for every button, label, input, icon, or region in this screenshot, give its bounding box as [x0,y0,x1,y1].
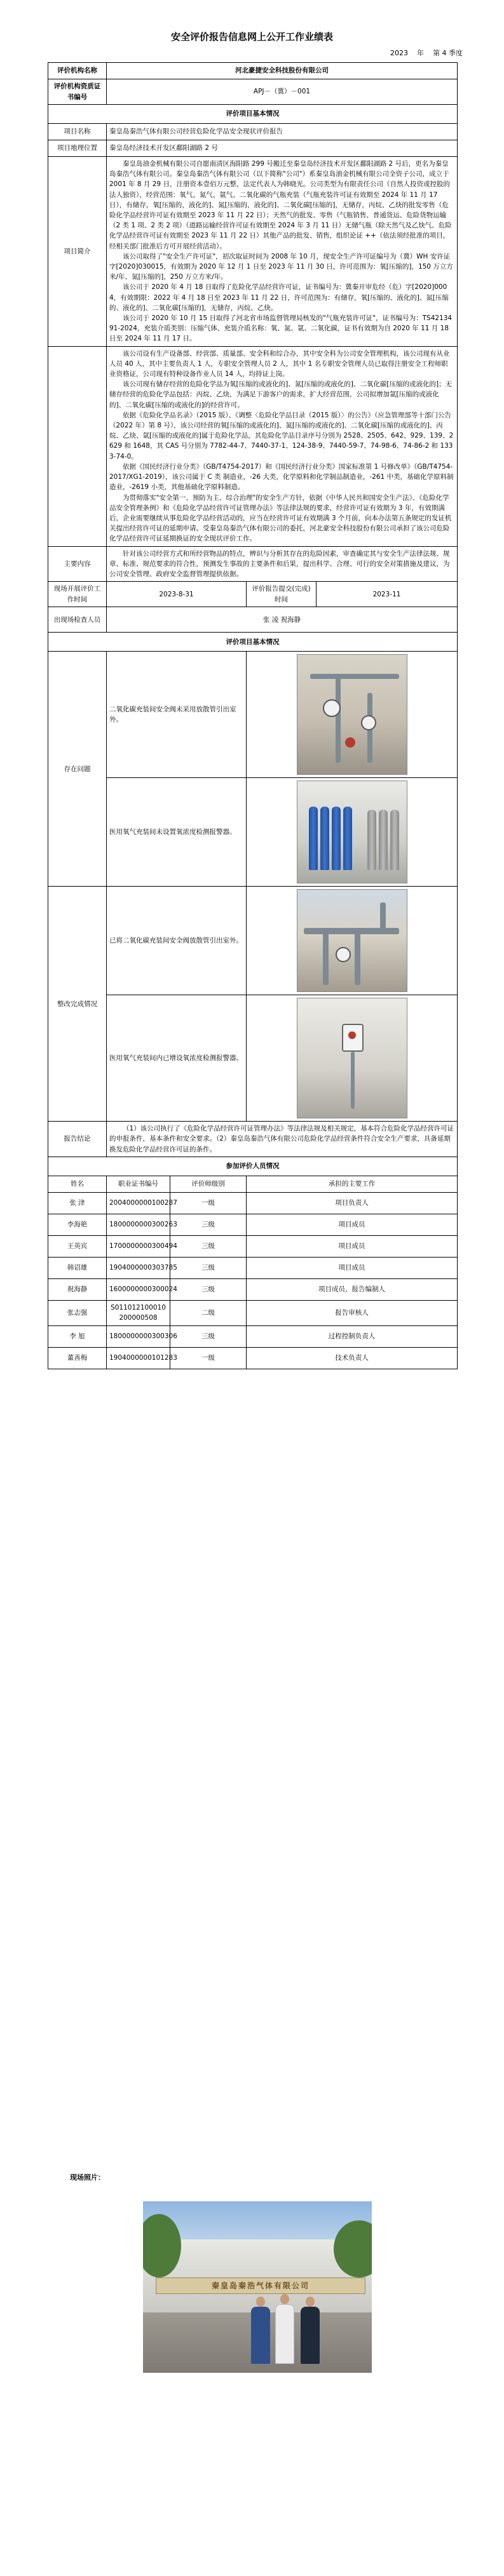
personnel-level: 一级 [170,1192,247,1214]
conclusion-value: （1）该公司执行了《危险化学品经营许可证管理办法》等法律法规及相关规定，基本符合危险化学品经营许可证的申报条件，基本条件和安全要求。（2）秦皇岛秦浩气体有限公司危险化学品经营条件符合安全生产要求，具备延期换发危险化学品经营许可证的条件。 [107,1122,458,1157]
personnel-name: 韩诏雄 [48,1257,107,1278]
problem-text: 二氧化碳充装间安全阀未采用放散管引出室外。 [107,652,247,778]
personnel-header-name: 姓名 [48,1176,107,1192]
document-title: 安全评价报告信息网上公开工作业绩表 [170,31,333,43]
personnel-work: 报告审核人 [247,1300,458,1325]
personnel-cert: 1800000000300263 [107,1214,170,1235]
personnel-name: 李 旭 [48,1325,107,1347]
personnel-cert: 1904000000303785 [107,1257,170,1278]
fix-photo-cell [247,887,458,995]
start-time-label: 现场开展评价工作时间 [48,582,107,607]
overview-paragraph: 该公司于 2020 年 10 月 15 日取得了河北省市场监督管理局核发的"气瓶充装许可证"，证书编号为：TS4213491-2024，充装介质类别：压缩气体、充装介质名称：氧、氮、氩、二氧化碳，证书有效期为自 2020 年 11 月 18 日至 2024 年 11 月 17 日。 [109,314,453,343]
personnel-header-cert: 职业证书编号 [107,1176,170,1192]
site-photos-label: 现场照片： [70,2173,105,2182]
overview-paragraph: 依据《危险化学品名录》（2015 版）、《调整〈危险化学品目录（2015 版）〉的公告》（应急管理部等十部门公告（2022 年）第 8 号），该公司经营的氧[压缩的或液化的]、氮[压缩的或液化的]、二氧化碳[压缩的或液化的]、丙烷、乙炔、氩[压缩的或液化的]属于危险化学品，其危险化学品目录序号分别为 2528、2505、642、929、139、2629 和 1648，其 CAS 号分别为 7782-44-7、7440-37-1、124-38-9、7440-59-7、74-98-6、74-86-2 和 1333-74-0。 [109,411,454,460]
personnel-name: 张志强 [48,1300,107,1325]
overview-paragraph: 该公司设有生产设备部、经营部、质量部、安全科和综合办，其中安全科为公司安全管理机构，该公司现有从业人员 40 人，其中主要负责人 1 人，专职安全管理人员 2 人，其中 1 名专职安全管理人员已取得注册安全工程师职业资格证，公司现有特种设备作业人员 14 人，均持证上岗。 [109,349,450,379]
staff-label: 出现场检查人员 [48,607,107,633]
personnel-work: 过程控制负责人 [247,1325,458,1347]
performance-table [48,62,458,1369]
personnel-work: 项目负责人 [247,1192,458,1214]
period-year: 2023 [390,49,408,57]
staff-value: 张 凌 祝海静 [107,607,458,633]
personnel-name: 祝海静 [48,1278,107,1300]
overview-label-cont [48,346,107,546]
address-value: 秦皇岛经济技术开发区鄱阳湖路 2 号 [107,140,458,157]
personnel-level: 三级 [170,1214,247,1235]
fix-label: 整改完成情况 [48,887,107,1122]
cert-no-label: 评价机构资质证书编号 [48,79,107,105]
org-name-label: 评价机构名称 [48,63,107,79]
vent-pipe-photo [297,889,407,992]
overview-body [107,157,458,347]
personnel-level: 二级 [170,1300,247,1325]
overview-paragraph: 秦皇岛油金机械有限公司自愿南清区海阳路 299 号搬迁至秦皇岛经济技术开发区鄱阳湖路 2 号后，更名为秦皇岛秦浩气体有限公司。秦皇岛秦浩气体有限公司（以下简称"公司"）系秦皇岛油金机械有限公司全资子公司，成立于 2001 年 8 月 29 日，注册资本壹佰万元整，法定代表人为韩晓光。公司类型为有限责任公司（自然人投资或控股的法人独资），经营范围：氧气、氮气、氩气、二氧化碳的气瓶充装（气瓶充装许可证有效期至 2024 年 11 月 17 日），有储存，氧[压缩的，液化的]、氮[压缩的，液化的]、二氧化碳[压缩的]，无储存，丙烷、乙炔的批发零售（危险化学品经营许可证有效期至 2023 年 11 月 22 日）；天然气的批发、零售（气瓶销售、普通货运、危险货物运输（2 类 1 项、2 类 2 项）（道路运输经营许可证有效期至 2024 年 3 月 11 日）无储气瓶（除天然气及乙炔气、危险化学品经营许可证有效期至 2023 年 11 月 22 日）其他产品的批发、销售，组织论证 ++（依法须经批准的项目，经相关部门批准后方可开展经营活动）。 [109,160,452,250]
problem-text: 医用氧气充装间未设置氧浓度检测报警器。 [107,778,247,887]
personnel-cert: S011012100010200000508 [107,1300,170,1325]
personnel-work: 项目成员 [247,1257,458,1278]
cylinder-room-photo [297,781,407,883]
personnel-name: 张 津 [48,1192,107,1214]
personnel-section-title: 参加评价人员情况 [48,1157,458,1176]
personnel-work: 技术负责人 [247,1347,458,1369]
fix-photo-cell [247,995,458,1122]
personnel-cert: 2004000000100287 [107,1192,170,1214]
overview-paragraph: 依据《国民经济行业分类》（GB/T4754-2017）和《国民经济行业分类》国家标准第 1 号修改单》（GB/T4754-2017/XG1-2019），该公司属于 C 类 制造业，-26 大类，化学原料和化学制品制造业，-261 中类，基础化学原料制造业，-2619 小类，其他基础化学原料制造。 [109,462,454,492]
period-quarter: 第 4 季度 [433,49,463,57]
overview-paragraph: 该公司取得了"安全生产许可证"，初次取证时间为 2008 年 10 月，现安全生产许可证编号为（冀）WH 安许证字[2020]030015，有效期为 2020 年 12 月 1 日至 2023 年 11 月 30 日，许可范围为：氧[压缩的]，150 万立方米/年、氮[压缩的]，250 万立方米/年。 [109,252,453,281]
personnel-work: 项目成员、报告编制人 [247,1278,458,1300]
personnel-cert: 1600000000300024 [107,1278,170,1300]
personnel-level: 三级 [170,1257,247,1278]
personnel-level: 三级 [170,1325,247,1347]
personnel-header-level: 评价师级别 [170,1176,247,1192]
company-sign: 秦皇岛秦浩气体有限公司 [156,2277,365,2294]
oxygen-detector-photo [297,998,407,1118]
personnel-level: 一级 [170,1347,247,1369]
co2-valve-photo [297,654,407,775]
overview-paragraph: 该公司现有储存经营的危险化学品为氧[压缩的或液化的]、氮[压缩的或液化的]、二氧化碳[压缩的或液化的]；无储存经营的危险化学品包括：丙烷、乙炔，为满足下游客户的需求，扩大经营范围，公司拟增加氩[压缩的或液化的]、二氧化碳[压缩的或液化的]的经营许可。 [109,380,453,409]
report-time-label: 评价报告提交(完成)时间 [247,582,317,607]
overview-paragraph: 为贯彻落实"安全第一、预防为主、综合治理"的安全生产方针，依据《中华人民共和国安全生产法》、《危险化学品安全管理条例》和《危险化学品经营许可证管理办法》等法律法规的要求，经营许可证有效期为 3 年，有效期满后，企业需要继续从事危险化学品经营活动的，应当在经营许可证有效期满 3 个月前，向本办法第五条规定的发证机关提出经营许可证的延期申请。受秦皇岛秦浩气体有限公司的委托，河北豪安全科技股份有限公司承担了该公司危险化学品经营许可证延期换证的安全现状评价工作。 [109,493,452,543]
main-content-label: 主要内容 [48,546,107,582]
fix-text: 医用氧气充装间内已增设氧浓度检测报警器。 [107,995,247,1122]
personnel-name: 王英宾 [48,1235,107,1257]
period-year-suffix: 年 [417,49,424,57]
personnel-work: 项目成员 [247,1235,458,1257]
start-time-value: 2023-8-31 [107,582,247,607]
site-group-photo [143,2201,372,2373]
personnel-cert: 1700000000300494 [107,1235,170,1257]
personnel-header-work: 承担的主要工作 [247,1176,458,1192]
main-content-value: 针对该公司经营方式和所经营物品的特点，辨识与分析其存在的危险因素，审查确定其与安全生产法律法规、规章、标准、规范要求的符合性，预测发生事故的主要条件和后果，提出科学、合理、可行的安全对策措施及建议，为公司安全管理、政府安全监督管理提供依据。 [107,546,458,582]
address-label: 项目地理位置 [48,140,107,157]
personnel-name: 董善梅 [48,1347,107,1369]
overview-label: 项目简介 [48,157,107,347]
fix-text: 已将二氧化碳充装间安全阀放散管引出室外。 [107,887,247,995]
overview-body-cont [107,346,458,546]
period-line [0,46,504,61]
issues-section-title: 评价项目基本情况 [48,633,458,652]
problem-photo-cell [247,652,458,778]
personnel-work: 项目成员 [247,1214,458,1235]
basic-section-title: 评价项目基本情况 [48,105,458,124]
cert-no-value: APJ－（冀）－001 [107,79,458,105]
personnel-name: 李海艳 [48,1214,107,1235]
personnel-cert: 1904000000101283 [107,1347,170,1369]
personnel-level: 三级 [170,1278,247,1300]
org-name-value: 河北豪捷安全科技股份有限公司 [107,63,458,79]
project-name-value: 秦皇岛秦浩气体有限公司经营危险化学品安全现状评价报告 [107,124,458,140]
report-time-value: 2023-11 [317,582,458,607]
overview-paragraph: 该公司于 2020 年 4 月 18 日取得了危险化学品经营许可证，证书编号为：冀秦开审危经（危）字[2020]0004，有效期限：2022 年 4 月 18 日至 2023 年 11 月 22 日，许可范围为：有储存，氧[压缩的、液化的]、氮[压缩的、液化的]、二氧化碳[压缩的]，无储存，丙烷、乙炔。 [109,283,449,312]
personnel-cert: 1800000000300306 [107,1325,170,1347]
problem-photo-cell [247,778,458,887]
conclusion-label: 报告结论 [48,1122,107,1157]
personnel-level: 三级 [170,1235,247,1257]
project-name-label: 项目名称 [48,124,107,140]
problems-label: 存在问题 [48,652,107,887]
